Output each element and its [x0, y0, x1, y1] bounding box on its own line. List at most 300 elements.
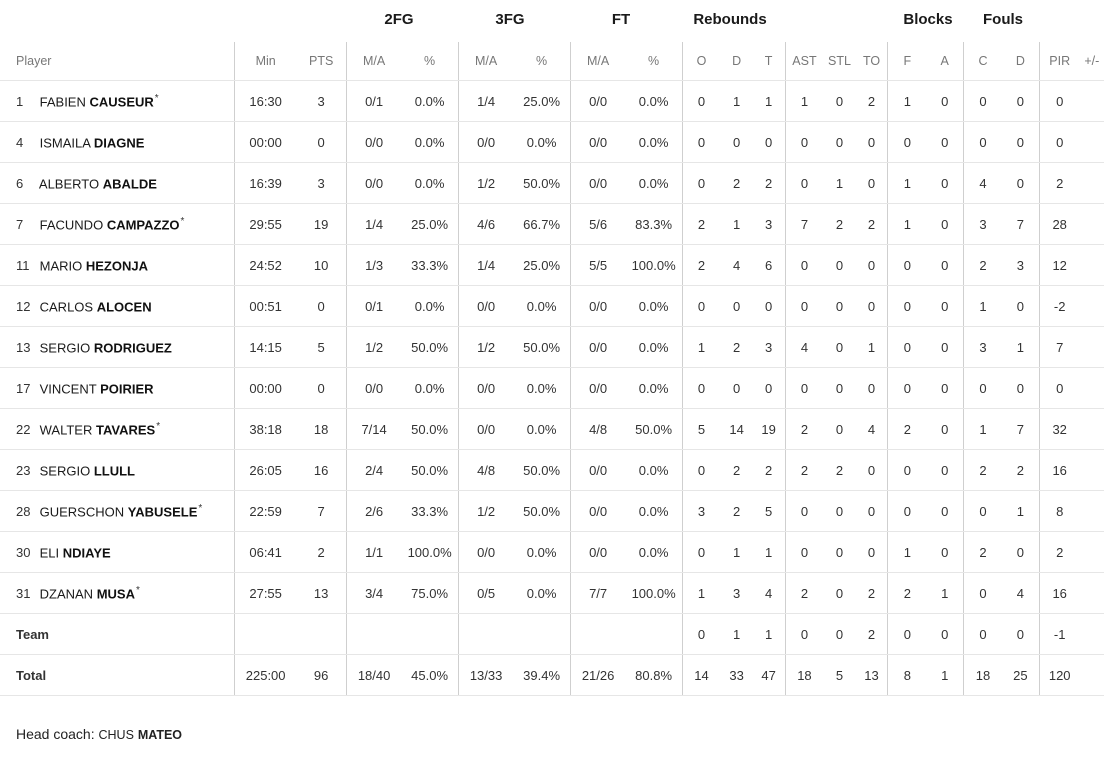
column-header: % [626, 42, 683, 81]
stat-cell [458, 614, 514, 655]
stat-cell: 0 [964, 573, 1002, 614]
stat-cell: 3 [682, 491, 720, 532]
stat-cell: 1/2 [458, 163, 514, 204]
stat-cell: 0 [823, 491, 855, 532]
stat-cell: 0 [888, 491, 926, 532]
player-row [0, 573, 1104, 614]
stat-cell: 2 [785, 573, 823, 614]
stat-cell: 50.0% [514, 327, 571, 368]
stat-cell: 45.0% [402, 655, 459, 696]
stat-cell: 1/2 [458, 491, 514, 532]
stat-cell: 0 [1002, 81, 1039, 122]
stat-cell: 2 [856, 81, 888, 122]
stat-cell: 0 [823, 122, 855, 163]
stat-cell: 0.0% [402, 368, 459, 409]
stat-cell: 0 [1002, 286, 1039, 327]
stat-cell: 1 [926, 573, 963, 614]
stat-cell: 16 [297, 450, 346, 491]
stat-cell: 0 [926, 368, 963, 409]
stat-cell: 100.0% [626, 573, 683, 614]
stat-cell: 0.0% [626, 286, 683, 327]
column-header: PTS [297, 42, 346, 81]
total-row [0, 655, 1104, 696]
stat-cell: 0.0% [626, 368, 683, 409]
stat-cell: 0/0 [570, 532, 626, 573]
stat-cell: 18 [964, 655, 1002, 696]
stat-cell: 1 [682, 573, 720, 614]
head-coach-first-name: CHUS [98, 728, 134, 742]
player-name-cell [0, 163, 234, 204]
stat-cell [1080, 368, 1104, 409]
player-first-name: FABIEN [39, 94, 86, 110]
stat-cell: 0/0 [346, 122, 402, 163]
stat-cell: 24:52 [234, 245, 297, 286]
stat-cell: 12 [1039, 245, 1079, 286]
stat-cell: 2 [856, 614, 888, 655]
stat-cell: 0 [785, 614, 823, 655]
stat-cell: 0 [888, 286, 926, 327]
stat-cell: 06:41 [234, 532, 297, 573]
player-first-name: SERGIO [39, 463, 91, 479]
stat-cell: 39.4% [514, 655, 571, 696]
stat-cell: 0 [1002, 532, 1039, 573]
stat-cell: 0 [856, 450, 888, 491]
column-header: A [926, 42, 963, 81]
stat-cell: 2 [856, 573, 888, 614]
head-coach-last-name: MATEO [137, 728, 183, 742]
stat-cell [402, 614, 459, 655]
stat-cell: 25.0% [514, 81, 571, 122]
stat-cell: 2 [964, 532, 1002, 573]
player-row [0, 245, 1104, 286]
column-group-3fg: 3FG [495, 11, 525, 28]
stat-cell: 1 [720, 204, 752, 245]
player-row [0, 409, 1104, 450]
player-number: 22 [16, 422, 31, 438]
player-number: 28 [16, 504, 31, 520]
stat-cell: 2 [682, 204, 720, 245]
stat-cell: 0 [753, 286, 785, 327]
player-row [0, 81, 1104, 122]
stat-cell: 0/0 [570, 81, 626, 122]
stat-cell: 0 [720, 286, 752, 327]
stat-cell: 66.7% [514, 204, 571, 245]
stat-cell: 19 [753, 409, 785, 450]
stat-cell: 0 [823, 368, 855, 409]
stat-cell [1080, 655, 1104, 696]
column-header: STL [823, 42, 855, 81]
player-last-name[interactable]: POIRIER [100, 381, 154, 397]
stat-cell: 1/2 [458, 327, 514, 368]
stat-cell: 00:00 [234, 368, 297, 409]
stat-cell: 0 [926, 204, 963, 245]
stat-cell: 1 [888, 81, 926, 122]
player-name-cell [0, 450, 234, 491]
stat-cell [1080, 614, 1104, 655]
player-last-name[interactable]: MUSA [96, 586, 135, 602]
stat-cell: 4 [753, 573, 785, 614]
stat-cell: 0 [926, 245, 963, 286]
stat-cell: 2 [753, 163, 785, 204]
stat-cell: 225:00 [234, 655, 297, 696]
stat-cell: 18 [297, 409, 346, 450]
stat-cell: 3 [1002, 245, 1039, 286]
player-name-cell [0, 286, 234, 327]
player-row [0, 286, 1104, 327]
column-header: +/- [1080, 42, 1104, 81]
team-row [0, 614, 1104, 655]
stat-cell: 1 [888, 204, 926, 245]
column-header: TO [856, 42, 888, 81]
player-last-name[interactable]: NDIAYE [62, 545, 111, 561]
player-last-name[interactable]: LLULL [93, 463, 135, 479]
stat-cell: 1 [926, 655, 963, 696]
stat-cell: 0 [753, 368, 785, 409]
stat-cell: 2 [964, 245, 1002, 286]
stat-cell: 14 [682, 655, 720, 696]
stat-cell: 18 [785, 655, 823, 696]
stat-cell: 0 [856, 122, 888, 163]
stat-cell: 6 [753, 245, 785, 286]
stat-cell: 0.0% [514, 532, 571, 573]
stat-cell: 0.0% [514, 286, 571, 327]
stat-cell: 1 [720, 532, 752, 573]
column-header: Player [0, 42, 234, 81]
stat-cell: 2 [720, 491, 752, 532]
stat-cell: 29:55 [234, 204, 297, 245]
stat-cell: 7 [1002, 409, 1039, 450]
stat-cell: 5 [753, 491, 785, 532]
stat-cell: 1 [753, 532, 785, 573]
stat-cell: 2 [823, 204, 855, 245]
stat-cell: 1 [888, 163, 926, 204]
column-header: M/A [346, 42, 402, 81]
stat-cell: 120 [1039, 655, 1079, 696]
stat-cell: 0 [682, 368, 720, 409]
stat-cell: 4 [785, 327, 823, 368]
player-row [0, 122, 1104, 163]
column-group-rebounds: Rebounds [693, 11, 767, 28]
player-number: 12 [16, 299, 31, 315]
stat-cell: 1/4 [346, 204, 402, 245]
column-header: AST [785, 42, 823, 81]
stat-cell: 1 [720, 81, 752, 122]
stat-cell [1080, 491, 1104, 532]
stat-cell: 0/0 [458, 286, 514, 327]
stat-cell: 0 [926, 614, 963, 655]
player-first-name: ELI [39, 545, 60, 561]
stat-cell: 1 [856, 327, 888, 368]
stat-cell: 0 [856, 286, 888, 327]
stat-cell: 33.3% [402, 245, 459, 286]
stat-cell: 28 [1039, 204, 1079, 245]
stat-cell: 0 [785, 286, 823, 327]
stat-cell: 4 [720, 245, 752, 286]
player-row [0, 368, 1104, 409]
stat-cell: 2/6 [346, 491, 402, 532]
player-last-name[interactable]: CAMPAZZO [106, 217, 180, 233]
stat-cell: 1/4 [458, 245, 514, 286]
stat-cell: 0 [682, 532, 720, 573]
stat-cell: 2 [964, 450, 1002, 491]
stat-cell: 7 [297, 491, 346, 532]
stat-cell: 0/0 [458, 532, 514, 573]
stat-cell: 2 [888, 409, 926, 450]
stat-cell: 0/0 [458, 368, 514, 409]
stat-cell: 0 [856, 368, 888, 409]
stat-cell: 0/0 [458, 409, 514, 450]
player-number: 1 [16, 94, 24, 110]
stat-cell: 0 [682, 286, 720, 327]
stat-cell: 0 [964, 81, 1002, 122]
column-header: O [682, 42, 720, 81]
stat-cell: 2 [720, 327, 752, 368]
stat-cell: 0.0% [626, 491, 683, 532]
player-row [0, 163, 1104, 204]
stat-cell: 0 [888, 122, 926, 163]
stat-cell: 0 [1002, 163, 1039, 204]
player-last-name[interactable]: CAUSEUR [89, 94, 154, 110]
stat-cell: 2 [888, 573, 926, 614]
stat-cell: 0.0% [626, 450, 683, 491]
column-header: % [514, 42, 571, 81]
stat-cell: 4 [856, 409, 888, 450]
stat-cell: 47 [753, 655, 785, 696]
player-name-cell [0, 81, 234, 122]
stat-cell: 83.3% [626, 204, 683, 245]
player-last-name[interactable]: ABALDE [102, 176, 157, 192]
stat-cell: 0 [297, 286, 346, 327]
stat-cell [297, 614, 346, 655]
player-number: 7 [16, 217, 24, 233]
stat-cell: 3 [964, 327, 1002, 368]
stat-cell: 27:55 [234, 573, 297, 614]
stat-cell: 25.0% [514, 245, 571, 286]
stat-cell: 2/4 [346, 450, 402, 491]
stat-cell: 0 [823, 327, 855, 368]
player-first-name: VINCENT [39, 381, 97, 397]
stat-cell: 1 [682, 327, 720, 368]
stat-cell: 0/0 [570, 450, 626, 491]
stat-cell: 3 [297, 81, 346, 122]
stat-cell [1080, 286, 1104, 327]
player-last-name[interactable]: RODRIGUEZ [93, 340, 172, 356]
stat-cell: 0 [926, 491, 963, 532]
stat-cell: 50.0% [402, 450, 459, 491]
column-group-fouls: Fouls [983, 11, 1023, 28]
stat-cell: 0/0 [458, 122, 514, 163]
stat-cell: 2 [785, 409, 823, 450]
stat-cell: 75.0% [402, 573, 459, 614]
stat-cell: 3 [964, 204, 1002, 245]
head-coach [16, 726, 182, 742]
player-number: 30 [16, 545, 31, 561]
player-name-cell [0, 245, 234, 286]
stat-cell: -2 [1039, 286, 1079, 327]
stat-cell: 3 [753, 204, 785, 245]
stat-cell: 2 [1039, 163, 1079, 204]
stat-cell: 0 [297, 122, 346, 163]
column-header: M/A [458, 42, 514, 81]
player-first-name: CARLOS [39, 299, 94, 315]
stat-cell: 0/0 [570, 327, 626, 368]
team-label: Team [0, 614, 234, 655]
stat-cell: 0 [1039, 122, 1079, 163]
stat-cell: 2 [823, 450, 855, 491]
stat-cell [626, 614, 683, 655]
stat-cell [1080, 204, 1104, 245]
stat-cell: 4 [964, 163, 1002, 204]
player-row [0, 327, 1104, 368]
stat-cell [346, 614, 402, 655]
stat-cell [1080, 122, 1104, 163]
player-last-name[interactable]: HEZONJA [85, 258, 148, 274]
stat-cell: 2 [856, 204, 888, 245]
stat-cell: 5 [823, 655, 855, 696]
stat-cell [1080, 573, 1104, 614]
player-name-cell [0, 122, 234, 163]
player-last-name[interactable]: TAVARES [95, 422, 156, 438]
stat-cell: 1 [823, 163, 855, 204]
player-number: 23 [16, 463, 31, 479]
stat-cell: 0 [888, 450, 926, 491]
stat-cell [234, 614, 297, 655]
stat-cell: 0/0 [570, 491, 626, 532]
stat-cell: 0 [823, 409, 855, 450]
stat-cell: 0 [682, 163, 720, 204]
column-header: T [753, 42, 785, 81]
stat-cell: 7 [1002, 204, 1039, 245]
stat-cell: 1/4 [458, 81, 514, 122]
stat-cell: 33.3% [402, 491, 459, 532]
stat-cell: 13/33 [458, 655, 514, 696]
stat-cell: 0 [682, 122, 720, 163]
player-number: 13 [16, 340, 31, 356]
stat-cell: 0 [785, 163, 823, 204]
stat-cell: 7 [785, 204, 823, 245]
stat-cell: 00:00 [234, 122, 297, 163]
stat-cell [1080, 327, 1104, 368]
stat-cell: 5/6 [570, 204, 626, 245]
player-number: 17 [16, 381, 31, 397]
column-header: Min [234, 42, 297, 81]
stat-cell: 00:51 [234, 286, 297, 327]
stat-cell: 1 [785, 81, 823, 122]
column-header-row [0, 42, 1104, 81]
player-number: 31 [16, 586, 31, 602]
stat-cell: 0 [888, 327, 926, 368]
stat-cell: 8 [1039, 491, 1079, 532]
stat-cell [1080, 532, 1104, 573]
column-group-header [0, 0, 1104, 42]
stat-cell: 0 [964, 368, 1002, 409]
stat-cell: 100.0% [626, 245, 683, 286]
stat-cell: -1 [1039, 614, 1079, 655]
stat-cell: 0 [926, 163, 963, 204]
stat-cell: 0 [1039, 81, 1079, 122]
stat-cell: 0 [785, 122, 823, 163]
player-number: 11 [16, 258, 30, 274]
starter-marker: * [135, 584, 140, 596]
stat-cell: 0 [1002, 368, 1039, 409]
stat-cell: 80.8% [626, 655, 683, 696]
stat-cell: 16 [1039, 573, 1079, 614]
stat-cell: 50.0% [514, 450, 571, 491]
stat-cell: 1 [753, 81, 785, 122]
stat-cell: 0.0% [626, 327, 683, 368]
stat-cell: 0 [785, 245, 823, 286]
player-name-cell [0, 368, 234, 409]
stat-cell: 0 [964, 122, 1002, 163]
stat-cell: 0 [823, 532, 855, 573]
player-first-name: FACUNDO [39, 217, 104, 233]
stat-cell: 18/40 [346, 655, 402, 696]
stat-cell: 0.0% [402, 163, 459, 204]
column-header: PIR [1039, 42, 1079, 81]
stat-cell: 0 [1002, 122, 1039, 163]
stat-cell: 0 [964, 491, 1002, 532]
stat-cell: 0/0 [570, 368, 626, 409]
stat-cell: 19 [297, 204, 346, 245]
stat-cell: 50.0% [626, 409, 683, 450]
player-row [0, 532, 1104, 573]
stat-cell: 1/1 [346, 532, 402, 573]
stat-cell: 1 [1002, 491, 1039, 532]
head-coach-label: Head coach: [16, 726, 95, 742]
stat-cell: 0.0% [626, 532, 683, 573]
stat-cell [1080, 245, 1104, 286]
stat-cell: 7/14 [346, 409, 402, 450]
stat-cell: 0 [720, 122, 752, 163]
stat-cell: 0 [926, 532, 963, 573]
stat-cell [570, 614, 626, 655]
player-name-cell [0, 409, 234, 450]
column-header: M/A [570, 42, 626, 81]
stat-cell: 25 [1002, 655, 1039, 696]
stat-cell: 2 [1002, 450, 1039, 491]
stat-cell: 16:39 [234, 163, 297, 204]
stat-cell: 0.0% [402, 122, 459, 163]
column-header: D [1002, 42, 1039, 81]
stat-cell: 2 [720, 450, 752, 491]
stat-cell: 4/8 [570, 409, 626, 450]
stat-cell: 0 [1039, 368, 1079, 409]
column-header: F [888, 42, 926, 81]
stat-cell: 38:18 [234, 409, 297, 450]
stat-cell: 0.0% [402, 286, 459, 327]
player-last-name[interactable]: ALOCEN [96, 299, 152, 315]
stat-cell: 5 [297, 327, 346, 368]
stat-cell [1080, 81, 1104, 122]
stat-cell: 0 [823, 286, 855, 327]
player-last-name[interactable]: DIAGNE [93, 135, 145, 151]
stat-cell: 100.0% [402, 532, 459, 573]
stat-cell: 2 [1039, 532, 1079, 573]
stat-cell: 0.0% [514, 573, 571, 614]
player-name-cell [0, 491, 234, 532]
stat-cell: 1/2 [346, 327, 402, 368]
stat-cell: 0 [888, 614, 926, 655]
stat-cell: 7/7 [570, 573, 626, 614]
player-number: 6 [16, 176, 24, 192]
starter-marker: * [154, 92, 159, 104]
player-last-name[interactable]: YABUSELE [127, 504, 198, 520]
stat-cell: 0 [823, 245, 855, 286]
stat-cell: 3 [720, 573, 752, 614]
stat-cell: 14:15 [234, 327, 297, 368]
stat-cell: 22:59 [234, 491, 297, 532]
stat-cell: 0 [888, 368, 926, 409]
